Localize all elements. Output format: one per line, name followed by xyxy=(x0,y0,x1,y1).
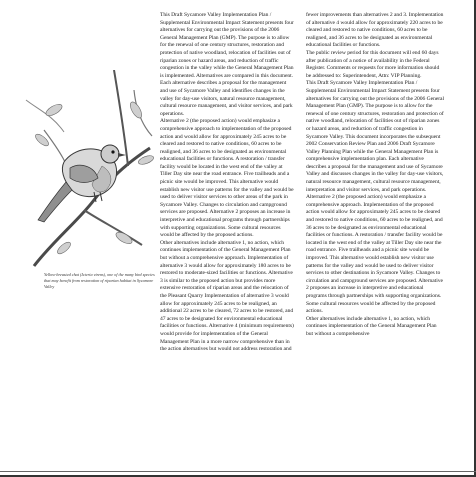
paragraph: This Draft Sycamore Valley Implementation Plan / Supplemental Environmental Impact Statement presents four alternatives for carrying out the provisions of the 2006 General Management Plan (GMP). The purpose is to allow for the renewal of one century structures, restoration and protection of native woodland, relocation of facilities out of riparian zones or hazard areas, and reduction of traffic congestion in Sycamore Valley. This document incorporates the subsequent 2002 Conservation Review Plan and 2006 Draft Sycamore Valley Planning Plan while the General Management Plan is comprehensive implementation plan. Each alternative describes a proposal for the management and use of Sycamore Valley and discusses changes in the valley for day-use visitors, natural resource management, cultural resource management, interpretation and visitor services, and park operations. xyxy=(306,80,444,193)
leaf xyxy=(44,102,64,118)
branch-side xyxy=(84,210,142,245)
bottom-rule xyxy=(0,471,476,472)
text-column-middle xyxy=(160,12,295,468)
paragraph: Other alternatives include alternative 1, no action, which continues implementation of the General Management Plan but without a comprehensive xyxy=(306,315,437,337)
text-column-right xyxy=(306,12,444,468)
paragraph: Alternative 2 (the proposed action) would emphasize a comprehensive approach to implementation of the proposed action and would allow for approximately 245 acres to be cleared and restored to native conditions, 60 acres to be realigned, and 36 acres to be designated as environmental educational facilities or functions. A restoration / transfer facility would be located in the west end of the valley at Tiller Day site near the road entrance. Five trailheads and a picnic site would be improved. This alternative would establish new visitor use patterns for the valley and would be used to deliver visitor services to other areas of the park in Sycamore Valley. Changes to circulation and campground services are proposed. Alternative 2 proposes an increase in interpretive and educational programs through partnerships with supporting organizations. Some cultural resources would be affected by the proposed actions. xyxy=(160,118,294,239)
paragraph: This Draft Sycamore Valley Implementation Plan / Supplemental Environmental Impact Statement presents four alternatives for carrying out the provisions of the 2006 General Management Plan (GMP). The purpose is to allow for the renewal of one century structures, restoration and protection of native woodland, relocation of facilities out of riparian zones or hazard areas, and reduction of traffic congestion in the valley while the General Management Plan is implemented. Alternatives are compared in this document. Each alternative describes a proposal for the management and use of Sycamore Valley and identifies changes in the valley for day-use visitors, natural resource management, cultural resource management, and visitor services, and park operations. xyxy=(160,12,294,117)
figure-caption: Yellow-breasted chat (Icteria virens), one of the many bird species that may benefit from restoration of riparian habitat in Sycamore Valley xyxy=(44,272,155,289)
paragraph: Alternative 2 (the proposed action) would emphasize a comprehensive approach. Implementation of the proposed action would allow for approximately 245 acres to be cleared and restored to native conditions, 60 acres to be realigned, and 36 acres to be designated as environmental educational facilities or functions. A restoration / transfer facility would be located in the west end of the valley at Tiller Day site near the road entrance. Five trailheads and a picnic site would be improved. This alternative would establish new visitor use patterns for the valley and would be used to deliver visitor services to other destinations in Sycamore Valley. Changes to circulation and campground services are proposed. Alternative 2 proposes an increase in interpretive and educational programs through partnerships with supporting organizations. Some cultural resources would be affected by the proposed actions. xyxy=(306,194,443,315)
paragraph: fewer improvements than alternatives 2 and 3. Implementation of alternative 4 would allow for approximately 220 acres to be cleared and restored to native conditions, 60 acres to be realigned, and 36 acres to be designated as environmental educational facilities or functions. xyxy=(306,12,444,49)
bird-tail xyxy=(38,182,72,222)
paragraph: The public review period for this document will end 60 days after publication of a notice of availability in the Federal Register. Comments or requests for more information should be addressed to: Superintendent, Attn: VIP Planning. xyxy=(306,49,440,79)
bird-eye xyxy=(111,150,114,153)
paragraph: Other alternatives include alternative 1, no action, which continues implementation of the General Management Plan but without a comprehensive approach. Implementation of alternative 3 would allow for approximately 180 acres to be restored to moderate-sized facilities or functions. Alternative 3 is similar to the proposed action but provides more extensive restoration of riparian areas and the relocation of the Pleasant Quarry Implementation of alternative 3 would allow for approximately 245 acres to be realigned, an additional 22 acres to be cleared, 72 acres to be restored, and 47 acres to be designated for environmental educational facilities or functions. Alternative 4 (minimum requirements) would provide for implementation of the General Management Plan in a more narrow comprehensive than in the action alternatives but would not address restoration and xyxy=(160,239,294,353)
bird-illustration xyxy=(24,70,156,270)
bird-beak xyxy=(118,153,126,157)
bird-head xyxy=(101,145,119,163)
leaf xyxy=(56,240,73,256)
